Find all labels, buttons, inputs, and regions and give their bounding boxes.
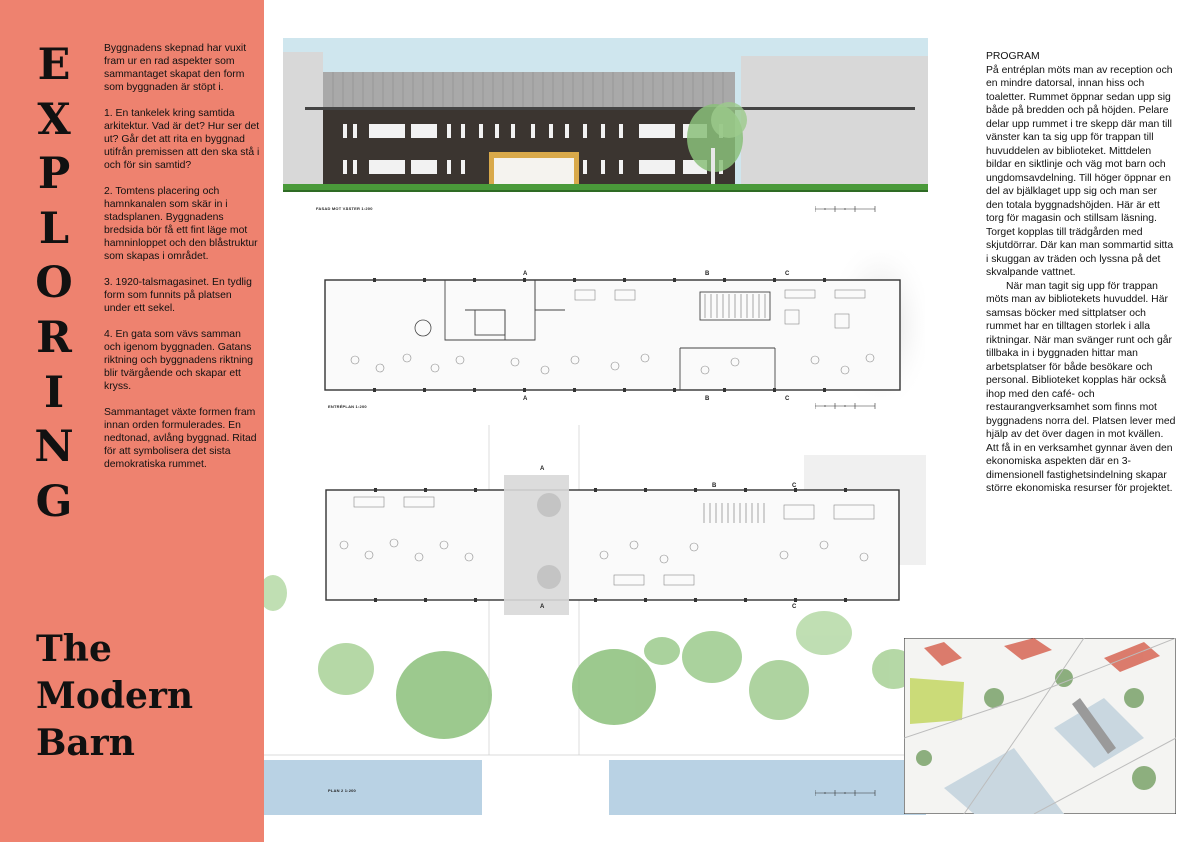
program-text [986,50,1176,496]
ground-plan-label: ENTRÉPLAN 1:200 [328,404,367,409]
subtitle [36,626,193,767]
intro-paragraph: Byggnadens skepnad har vuxit fram ur en rad aspekter som sammantaget skapat den form som byggnaden är stöpt i. [104,43,247,93]
plan-2-label: PLAN 2 1:200 [328,788,356,793]
intro-paragraph: 4. En gata som vävs samman och igenom byggnaden. Gatans riktning och byggnadens riktning blir tvärgående och skapar ett kryss. [104,329,254,392]
ground-floor-plan [315,250,925,410]
intro-paragraph: 3. 1920-talsmagasinet. En tydlig form som funnits på platsen under ett sekel. [104,277,252,314]
facade-elevation [283,38,928,198]
section-mark-c: C [792,604,797,610]
scale-bar [815,400,895,410]
section-mark-a: A [523,271,528,277]
program-heading: PROGRAM [986,51,1040,62]
left-panel [0,0,264,842]
section-mark-c: C [792,483,797,489]
title-letter: L [38,203,70,254]
intro-text [104,42,260,484]
scale-bar [815,787,895,797]
program-paragraph: När man tagit sig upp för trappan möts man av bibliotekets huvuddel. Här samsas böcker med sittplatser och rummet har en tilltagen storlek i alla riktningar. När man svänger runt och går tillbaka in i byggnaden hittar man arbetsplatser för både besökare och personal. Biblioteket kopplas här också ihop med den café- och restaurangverksamhet som finns mot byggnadens norra del. Platsen lever med hjälp av det över dagen in mot kvällen. Att få in en verksamhet gynnar även den ekonomiska aspekten där en 3-dimensionell fastighetsindelning skapar större ekonomiska resurser för projektet. [986,280,1176,494]
scale-bar [815,203,895,213]
section-mark-b: B [705,271,710,277]
title-letter: E [37,40,71,90]
title-letter: P [37,149,71,200]
site-map [904,638,1176,814]
section-mark-a: A [523,396,528,402]
subtitle-line: Barn [36,722,135,764]
title-letter: O [35,258,73,309]
subtitle-line: Modern [36,675,194,717]
program-paragraph: På entréplan möts man av reception och en mindre datorsal, innan hiss och toaletter. Rummet öppnar sedan upp sig både på bredden och på höjden. Pelare delar upp rummet i tre skepp där man till vänster kan ta sig upp för trappan till huvuddelen av biblioteket. Mittdelen bildar en siktlinje och väg mot barn och ungdomsavdelning. Till höger öppnar en del av bjälklaget upp sig och man ser den totala byggnadshöjden. Här är ett torg för magasin och stillsam läsning. Torget kopplas till trädgården med skjutdörrar. Där kan man sommartid sitta i skuggan av träden och lyssna på det skvalpande vattnet. [986,64,1174,278]
title-letter: X [37,94,71,145]
title-letter: N [34,422,74,473]
section-mark-a: A [540,466,545,472]
intro-paragraph: 1. En tankelek kring samtida arkitektur. Vad är det? Hur ser det ut? Går det att rita en byggnad utifrån premissen att den ska stå i och för sin samtid? [104,108,260,171]
section-mark-b: B [705,396,710,402]
subtitle-line: The [36,628,112,670]
section-mark-b: B [712,483,717,489]
title-letter: I [43,367,65,418]
facade-label: FASAD MOT VÄSTER 1:200 [316,206,373,211]
intro-paragraph: 2. Tomtens placering och hamnkanalen som skär in i stadsplanen. Byggnadens bredsida bör få ett fint läge mot hamninloppet och den blåstruktur som skapas i området. [104,186,258,262]
section-mark-c: C [785,271,790,277]
title-letter: G [35,476,73,527]
section-mark-a: A [540,604,545,610]
section-mark-c: C [785,396,790,402]
title-letter: R [36,312,72,363]
vertical-title [22,38,86,529]
intro-paragraph: Sammantaget växte formen fram innan orden formulerades. En nedtonad, avlång byggnad. Ritad för att symbolisera det sista demokratiska rummet. [104,407,257,470]
plan-2-site [264,425,926,815]
